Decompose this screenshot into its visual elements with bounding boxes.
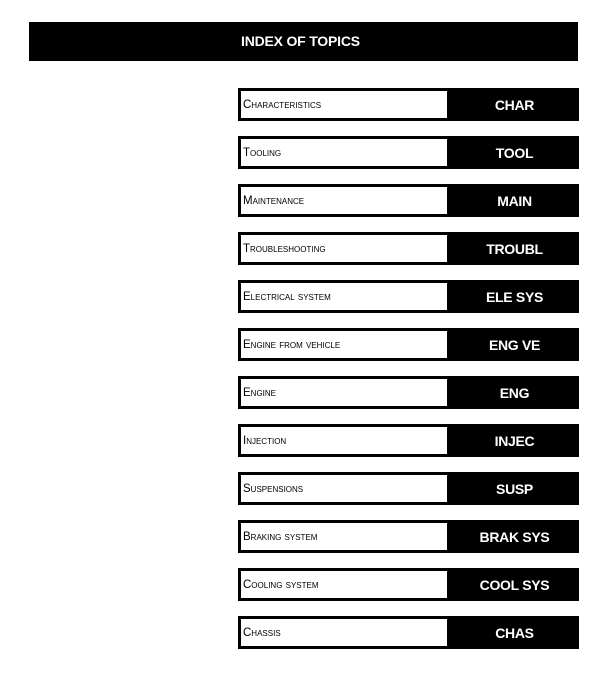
- topic-label-box: [238, 376, 450, 409]
- topic-label-box: [238, 328, 450, 361]
- topic-label-box: [238, 88, 450, 121]
- topic-code: ELE SYS: [485, 288, 544, 305]
- topic-code-box: [450, 88, 579, 121]
- topic-code: TROUBL: [486, 240, 543, 257]
- topic-code-box: [450, 472, 579, 505]
- topic-code: TOOL: [495, 144, 534, 161]
- topic-index-list: [238, 88, 579, 664]
- topic-code-box: [450, 136, 579, 169]
- topic-label-box: [238, 472, 450, 505]
- topic-row-braking-system[interactable]: [238, 520, 579, 553]
- topic-row-engine[interactable]: [238, 376, 579, 409]
- topic-code: CHAS: [495, 624, 534, 641]
- topic-label-box: [238, 424, 450, 457]
- topic-code: COOL SYS: [479, 576, 550, 593]
- topic-code-box: [450, 424, 579, 457]
- topic-code: SUSP: [496, 480, 533, 497]
- topic-code-box: [450, 568, 579, 601]
- header-bar: [29, 22, 578, 61]
- topic-label: Maintenance: [243, 194, 305, 207]
- topic-label: Injection: [243, 434, 287, 447]
- topic-row-maintenance[interactable]: [238, 184, 579, 217]
- topic-code: MAIN: [497, 192, 532, 209]
- topic-label: Tooling: [243, 146, 282, 159]
- topic-row-engine-from-vehicle[interactable]: [238, 328, 579, 361]
- topic-row-tooling[interactable]: [238, 136, 579, 169]
- topic-label-box: [238, 280, 450, 313]
- topic-code-box: [450, 328, 579, 361]
- topic-label: Troubleshooting: [243, 242, 326, 255]
- topic-label: Electrical system: [243, 290, 331, 303]
- topic-code-box: [450, 520, 579, 553]
- topic-code: BRAK SYS: [479, 528, 550, 545]
- topic-row-suspensions[interactable]: [238, 472, 579, 505]
- topic-label-box: [238, 136, 450, 169]
- topic-label-box: [238, 520, 450, 553]
- topic-label: Engine from vehicle: [243, 338, 341, 351]
- topic-label-box: [238, 232, 450, 265]
- topic-code: INJEC: [494, 432, 535, 449]
- topic-row-cooling-system[interactable]: [238, 568, 579, 601]
- topic-code-box: [450, 232, 579, 265]
- topic-code-box: [450, 184, 579, 217]
- topic-label: Braking system: [243, 530, 318, 543]
- topic-label-box: [238, 616, 450, 649]
- topic-label: Chassis: [243, 626, 281, 639]
- page-title: INDEX OF TOPICS: [241, 33, 360, 49]
- topic-row-electrical-system[interactable]: [238, 280, 579, 313]
- topic-label: Engine: [243, 386, 277, 399]
- topic-row-chassis[interactable]: [238, 616, 579, 649]
- topic-label-box: [238, 184, 450, 217]
- topic-code-box: [450, 280, 579, 313]
- topic-code: ENG VE: [488, 336, 541, 353]
- topic-label: Cooling system: [243, 578, 319, 591]
- topic-code: CHAR: [494, 96, 535, 113]
- topic-row-characteristics[interactable]: [238, 88, 579, 121]
- topic-row-troubleshooting[interactable]: [238, 232, 579, 265]
- topic-code: ENG: [499, 384, 530, 401]
- topic-label: Suspensions: [243, 482, 304, 495]
- topic-code-box: [450, 376, 579, 409]
- topic-row-injection[interactable]: [238, 424, 579, 457]
- topic-label: Characteristics: [243, 98, 322, 111]
- topic-label-box: [238, 568, 450, 601]
- topic-code-box: [450, 616, 579, 649]
